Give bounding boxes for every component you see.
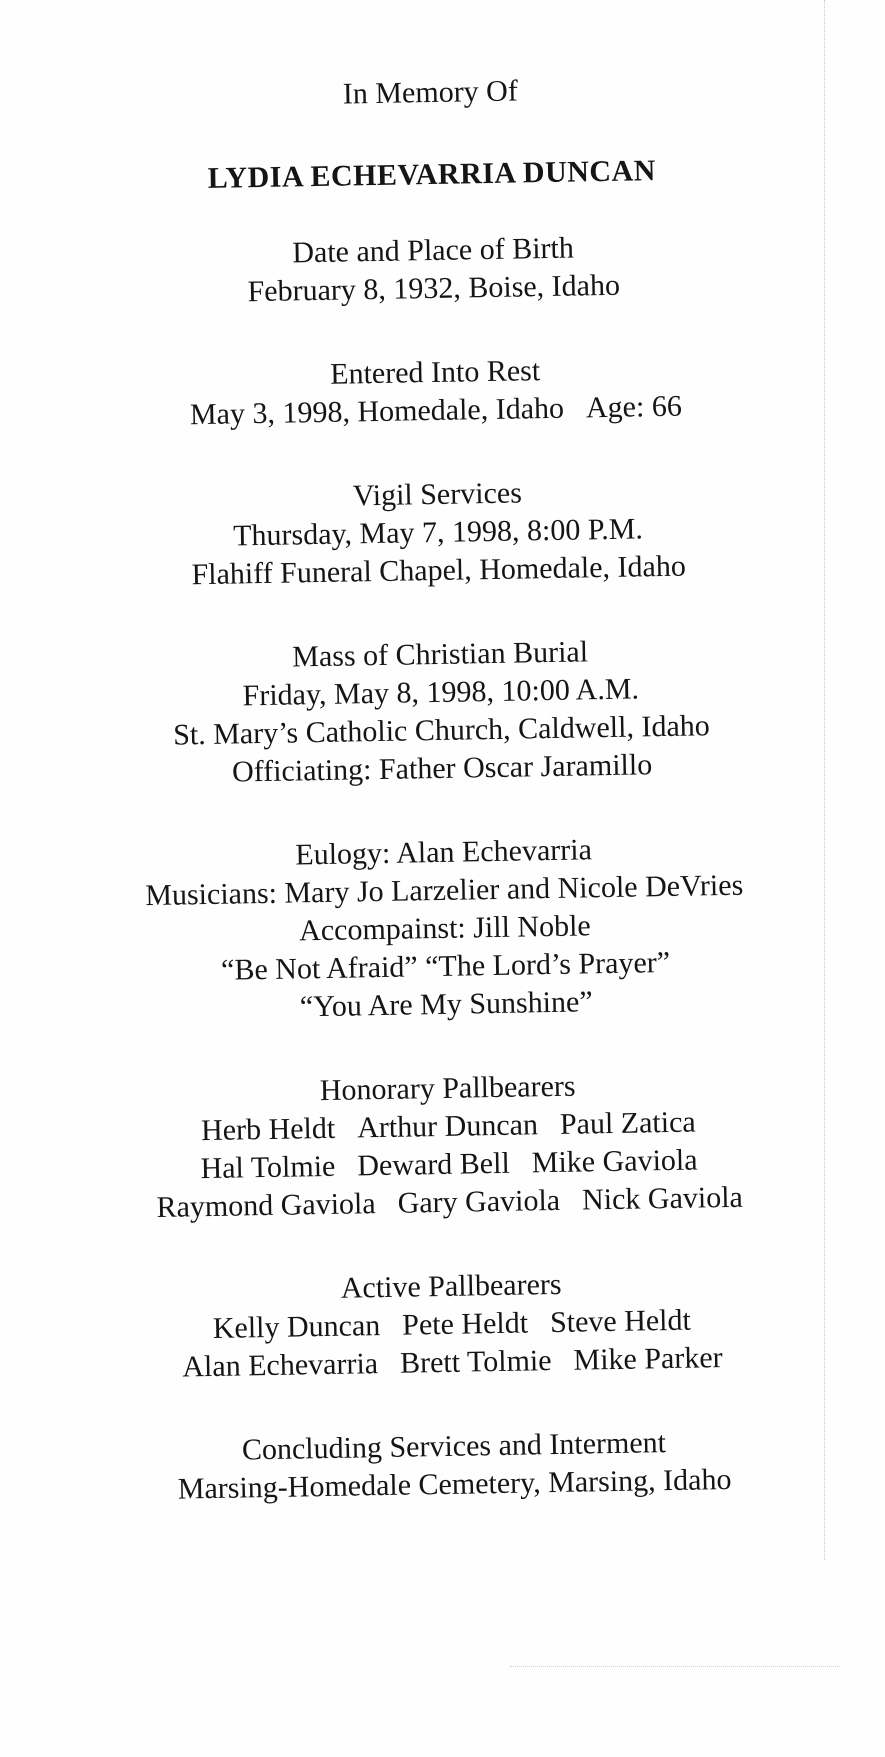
rest-detail: May 3, 1998, Homedale, Idaho bbox=[189, 391, 565, 432]
rest-age: Age: 66 bbox=[585, 389, 683, 425]
vigil-section bbox=[47, 469, 829, 597]
pallbearer-name: Alan Echevarria bbox=[182, 1347, 379, 1384]
mass-section bbox=[50, 629, 833, 795]
pallbearer-name: Raymond Gaviola bbox=[156, 1187, 376, 1224]
mass-date: Friday, May 8, 1998, 10:00 A.M. bbox=[242, 672, 640, 713]
pallbearer-name: Hal Tolmie bbox=[200, 1149, 336, 1186]
pallbearer-name: Kelly Duncan bbox=[212, 1309, 381, 1345]
birth-detail: February 8, 1932, Boise, Idaho bbox=[247, 268, 621, 309]
pallbearer-name: Gary Gaviola bbox=[397, 1183, 561, 1220]
deceased-name: LYDIA ECHEVARRIA DUNCAN bbox=[207, 154, 657, 195]
pallbearer-name: Deward Bell bbox=[357, 1146, 511, 1183]
active-heading: Active Pallbearers bbox=[340, 1267, 562, 1305]
honorary-section bbox=[57, 1063, 840, 1229]
pallbearer-name: Steve Heldt bbox=[549, 1303, 692, 1340]
honorary-heading: Honorary Pallbearers bbox=[319, 1069, 576, 1108]
musicians-line: Musicians: Mary Jo Larzelier and Nicole DeVries bbox=[145, 868, 744, 913]
vigil-date: Thursday, May 7, 1998, 8:00 P.M. bbox=[232, 512, 644, 553]
pallbearer-name: Nick Gaviola bbox=[581, 1180, 744, 1217]
pallbearer-name: Paul Zatica bbox=[559, 1105, 696, 1141]
vigil-place: Flahiff Funeral Chapel, Homedale, Idaho bbox=[191, 549, 687, 592]
pallbearer-name: Brett Tolmie bbox=[399, 1344, 552, 1380]
pallbearer-name: Mike Gaviola bbox=[531, 1143, 698, 1180]
program-text bbox=[40, 67, 846, 1556]
mass-place: St. Mary’s Catholic Church, Caldwell, Idaho bbox=[172, 709, 711, 752]
pallbearer-name: Herb Heldt bbox=[200, 1111, 336, 1148]
active-section bbox=[61, 1261, 843, 1389]
accompanist-line: Accompainst: Jill Noble bbox=[298, 909, 591, 948]
pallbearer-name: Pete Heldt bbox=[401, 1306, 529, 1342]
birth-section bbox=[43, 225, 824, 315]
in-memory-heading: In Memory Of bbox=[342, 74, 519, 111]
pallbearer-name: Mike Parker bbox=[573, 1341, 723, 1377]
rest-section bbox=[45, 347, 826, 437]
music-section bbox=[53, 827, 836, 1031]
vigil-heading: Vigil Services bbox=[352, 476, 523, 513]
scan-bottom-line bbox=[510, 1666, 840, 1667]
interment-heading: Concluding Services and Interment bbox=[241, 1426, 667, 1467]
songs-line-1: “Be Not Afraid” “The Lord’s Prayer” bbox=[220, 945, 671, 987]
interment-section bbox=[64, 1421, 845, 1511]
songs-line-2: “You Are My Sunshine” bbox=[299, 985, 593, 1024]
eulogy-line: Eulogy: Alan Echevarria bbox=[295, 833, 593, 872]
pallbearer-name: Arthur Duncan bbox=[356, 1108, 539, 1145]
rest-heading: Entered Into Rest bbox=[329, 354, 541, 391]
mass-officiating: Officiating: Father Oscar Jaramillo bbox=[231, 748, 653, 789]
mass-heading: Mass of Christian Burial bbox=[291, 635, 589, 674]
birth-heading: Date and Place of Birth bbox=[292, 231, 575, 270]
interment-place: Marsing-Homedale Cemetery, Marsing, Idaho bbox=[177, 1462, 732, 1506]
